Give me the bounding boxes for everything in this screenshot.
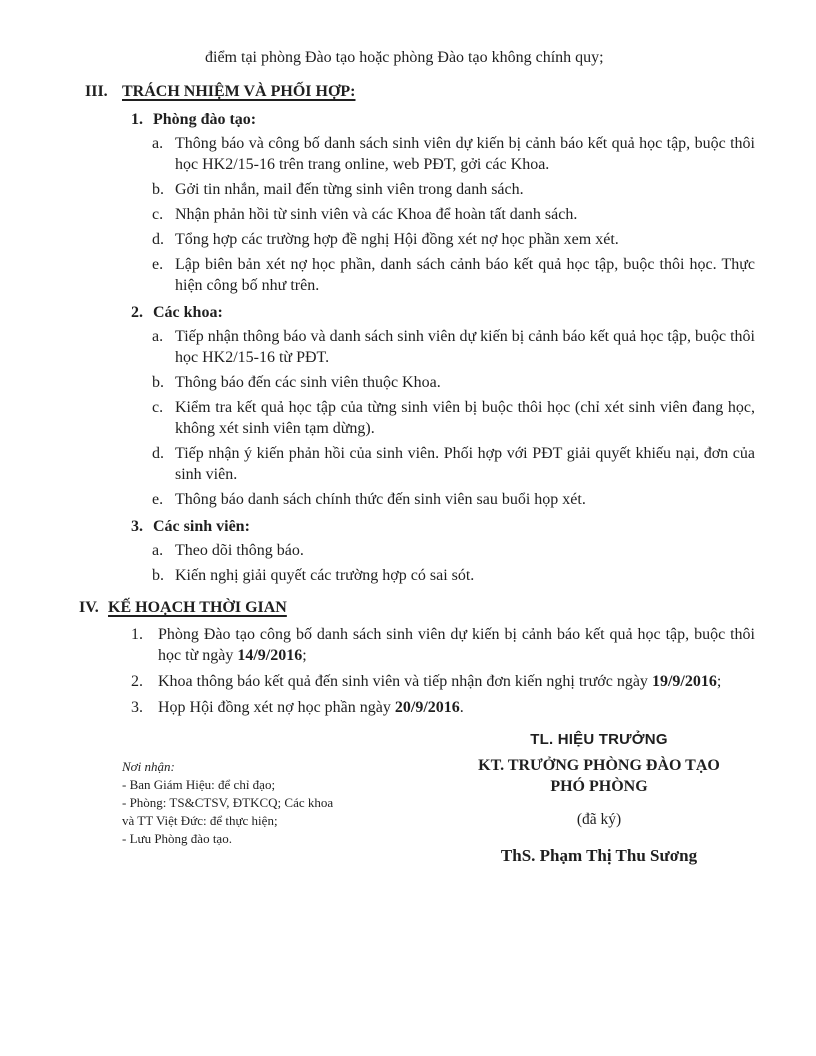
recipients-block <box>122 758 392 866</box>
item-text: Thông báo đến các sinh viên thuộc Khoa. <box>175 374 441 391</box>
item-letter: a. <box>152 542 164 559</box>
section-title: TRÁCH NHIỆM VÀ PHỐI HỢP: <box>122 83 356 100</box>
group-title-text: Các khoa: <box>153 304 223 321</box>
list-item <box>0 229 816 250</box>
group-2-title <box>0 302 816 323</box>
item-letter: b. <box>152 567 164 584</box>
item-letter: d. <box>152 445 164 462</box>
item-text-after: ; <box>716 673 722 690</box>
document-footer <box>0 731 816 866</box>
item-text: Thông báo danh sách chính thức đến sinh viên sau buổi họp xét. <box>175 491 586 508</box>
item-letter: b. <box>152 374 164 391</box>
item-text <box>158 671 755 692</box>
item-number: 3. <box>131 699 143 716</box>
item-text: Lập biên bản xét nợ học phần, danh sách cảnh báo kết quả học tập, buộc thôi học. Thực hiện công bố như trên. <box>175 256 755 294</box>
list-item <box>0 372 816 393</box>
section-numeral: IV. <box>79 599 99 616</box>
schedule-item <box>0 671 816 692</box>
recipients-label: Nơi nhận: <box>122 759 175 774</box>
section-title: KẾ HOẠCH THỜI GIAN <box>108 599 287 616</box>
date-value: 14/9/2016 <box>237 647 303 664</box>
date-value: 19/9/2016 <box>651 673 717 690</box>
item-letter: c. <box>152 399 164 416</box>
item-text: Kiến nghị giải quyết các trường hợp có sai sót. <box>175 567 475 584</box>
item-text-before: Phòng Đào tạo công bố danh sách sinh viên dự kiến bị cảnh báo kết quả học tập, buộc thôi học từ ngày <box>158 626 755 664</box>
item-letter: c. <box>152 206 164 223</box>
recipient-line: - Ban Giám Hiệu: để chỉ đạo; <box>122 777 276 792</box>
item-letter: d. <box>152 231 164 248</box>
continuation-line: điểm tại phòng Đào tạo hoặc phòng Đào tạo không chính quy; <box>205 49 604 66</box>
list-item <box>0 254 816 296</box>
schedule-item <box>0 697 816 718</box>
group-title-text: Phòng đào tạo: <box>153 111 257 128</box>
item-text-before: Khoa thông báo kết quả đến sinh viên và tiếp nhận đơn kiến nghị trước ngày <box>158 673 652 690</box>
item-text-before: Họp Hội đồng xét nợ học phần ngày <box>158 699 395 716</box>
item-letter: a. <box>152 328 164 345</box>
item-text <box>158 697 755 718</box>
item-letter: b. <box>152 181 164 198</box>
section-iv-heading <box>0 596 816 619</box>
item-text-after: . <box>459 699 464 716</box>
list-item <box>0 443 816 485</box>
section-iii-heading <box>0 80 816 103</box>
item-text: Kiểm tra kết quả học tập của từng sinh viên bị buộc thôi học (chỉ xét sinh viên đang học, không xét sinh viên tạm dừng). <box>175 399 755 437</box>
list-item <box>0 397 816 439</box>
list-item <box>0 565 816 586</box>
signature-role-line: KT. TRƯỞNG PHÒNG ĐÀO TẠO <box>478 757 720 774</box>
signature-authority-line: TL. HIỆU TRƯỞNG <box>530 731 668 748</box>
group-number: 1. <box>131 111 143 128</box>
item-letter: e. <box>152 256 164 273</box>
item-text: Tiếp nhận ý kiến phản hồi của sinh viên. Phối hợp với PĐT giải quyết khiếu nại, đơn của sinh viên. <box>175 445 755 483</box>
section-numeral: III. <box>85 83 108 100</box>
item-text: Gởi tin nhắn, mail đến từng sinh viên trong danh sách. <box>175 181 524 198</box>
item-text: Nhận phản hồi từ sinh viên và các Khoa để hoàn tất danh sách. <box>175 206 578 223</box>
list-item <box>0 179 816 200</box>
group-3-title <box>0 516 816 537</box>
recipient-line: và TT Việt Đức: để thực hiện; <box>122 813 278 828</box>
signed-note: (đã ký) <box>576 811 622 828</box>
recipient-line: - Phòng: TS&CTSV, ĐTKCQ; Các khoa <box>122 795 334 810</box>
group-1-title <box>0 109 816 130</box>
item-text-after: ; <box>302 647 307 664</box>
signature-block <box>434 731 764 866</box>
group-title-text: Các sinh viên: <box>153 518 250 535</box>
item-text: Thông báo và công bố danh sách sinh viên dự kiến bị cảnh báo kết quả học tập, buộc thôi học HK2/15-16 trên trang online, web PĐT, gởi các Khoa. <box>175 135 755 173</box>
list-item <box>0 133 816 175</box>
item-text <box>158 624 755 666</box>
item-text: Theo dõi thông báo. <box>175 542 304 559</box>
item-text: Tổng hợp các trường hợp đề nghị Hội đồng xét nợ học phần xem xét. <box>175 231 619 248</box>
item-text: Tiếp nhận thông báo và danh sách sinh viên dự kiến bị cảnh báo kết quả học tập, buộc thôi học HK2/15-16 từ PĐT. <box>175 328 755 366</box>
signer-name: ThS. Phạm Thị Thu Sương <box>500 846 698 865</box>
group-number: 3. <box>131 518 143 535</box>
group-number: 2. <box>131 304 143 321</box>
schedule-item <box>0 624 816 666</box>
list-item <box>0 326 816 368</box>
list-item <box>0 204 816 225</box>
item-letter: e. <box>152 491 164 508</box>
signature-position-line: PHÓ PHÒNG <box>550 778 648 795</box>
list-item <box>0 489 816 510</box>
item-number: 2. <box>131 673 143 690</box>
date-value: 20/9/2016 <box>394 699 460 716</box>
recipient-line: - Lưu Phòng đào tạo. <box>122 831 232 846</box>
item-number: 1. <box>131 626 143 643</box>
list-item <box>0 540 816 561</box>
item-letter: a. <box>152 135 164 152</box>
